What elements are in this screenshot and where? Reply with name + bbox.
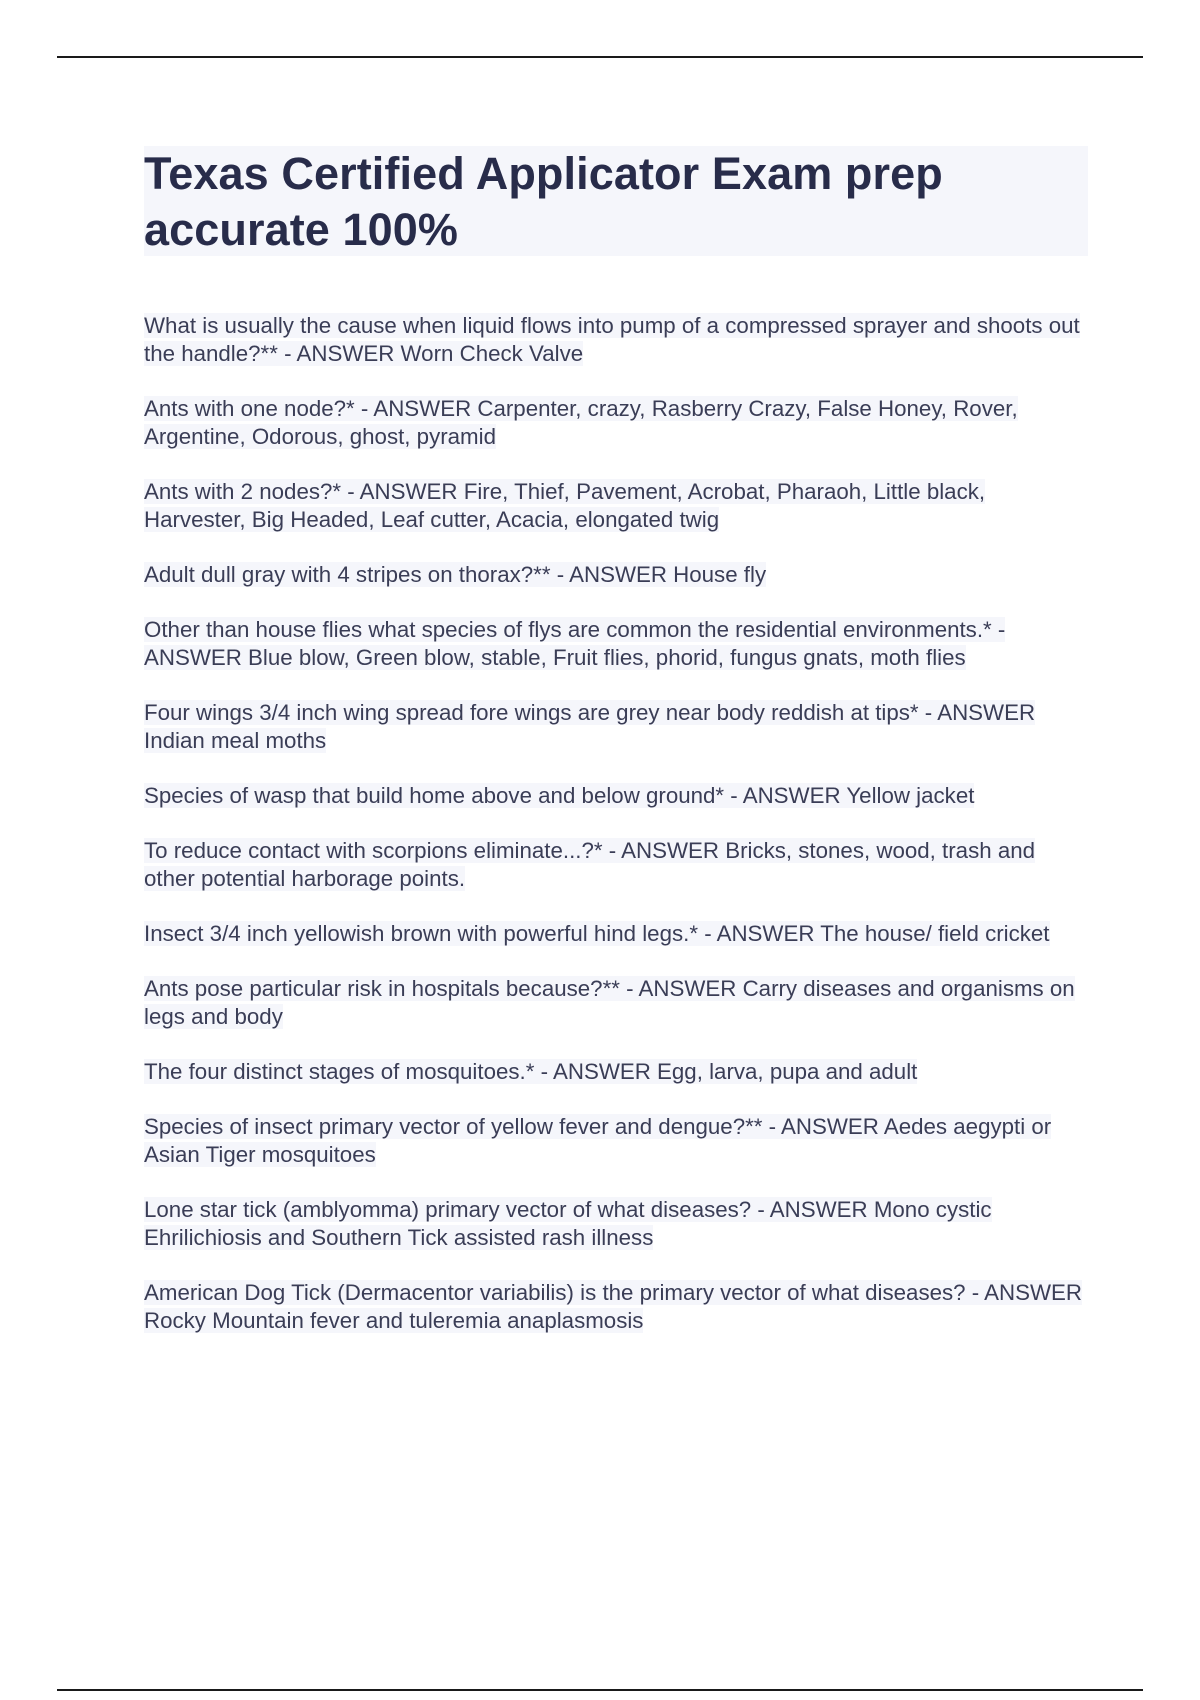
qa-list bbox=[144, 312, 1088, 1362]
document-title: Texas Certified Applicator Exam prep accurate 100% bbox=[144, 148, 943, 255]
qa-item-12 bbox=[144, 1113, 1088, 1169]
qa-text: Adult dull gray with 4 stripes on thorax?** - ANSWER House fly bbox=[144, 562, 767, 587]
qa-text: Ants with 2 nodes?* - ANSWER Fire, Thief, Pavement, Acrobat, Pharaoh, Little black, Harvester, Big Headed, Leaf cutter, Acacia, elongated twig bbox=[144, 479, 986, 532]
qa-item-7 bbox=[144, 782, 1088, 810]
footer-rule bbox=[57, 1689, 1143, 1691]
qa-text: Four wings 3/4 inch wing spread fore wings are grey near body reddish at tips* - ANSWER Indian meal moths bbox=[144, 700, 1036, 753]
qa-item-6 bbox=[144, 699, 1088, 755]
qa-text: Species of wasp that build home above and below ground* - ANSWER Yellow jacket bbox=[144, 783, 975, 808]
qa-item-9 bbox=[144, 920, 1088, 948]
qa-item-11 bbox=[144, 1058, 1088, 1086]
qa-text: American Dog Tick (Dermacentor variabilis) is the primary vector of what diseases? - ANSWER Rocky Mountain fever and tuleremia anaplasmosis bbox=[144, 1280, 1083, 1333]
qa-item-10 bbox=[144, 975, 1088, 1031]
title-block bbox=[144, 146, 1088, 256]
qa-text: Insect 3/4 inch yellowish brown with powerful hind legs.* - ANSWER The house/ field cricket bbox=[144, 921, 1050, 946]
qa-text: The four distinct stages of mosquitoes.* - ANSWER Egg, larva, pupa and adult bbox=[144, 1059, 918, 1084]
qa-item-4 bbox=[144, 561, 1088, 589]
qa-item-5 bbox=[144, 616, 1088, 672]
qa-text: Species of insect primary vector of yellow fever and dengue?** - ANSWER Aedes aegypti or Asian Tiger mosquitoes bbox=[144, 1114, 1052, 1167]
qa-text: Ants pose particular risk in hospitals because?** - ANSWER Carry diseases and organisms on legs and body bbox=[144, 976, 1075, 1029]
qa-item-14 bbox=[144, 1279, 1088, 1335]
qa-item-8 bbox=[144, 837, 1088, 893]
qa-item-2 bbox=[144, 395, 1088, 451]
qa-text: To reduce contact with scorpions eliminate...?* - ANSWER Bricks, stones, wood, trash and other potential harborage points. bbox=[144, 838, 1036, 891]
qa-item-1 bbox=[144, 312, 1088, 368]
qa-item-13 bbox=[144, 1196, 1088, 1252]
qa-item-3 bbox=[144, 478, 1088, 534]
header-rule bbox=[57, 56, 1143, 58]
qa-text: Other than house flies what species of flys are common the residential environments.* - ANSWER Blue blow, Green blow, stable, Fruit flies, phorid, fungus gnats, moth flies bbox=[144, 617, 1006, 670]
qa-text: Ants with one node?* - ANSWER Carpenter, crazy, Rasberry Crazy, False Honey, Rover, Argentine, Odorous, ghost, pyramid bbox=[144, 396, 1018, 449]
qa-text: Lone star tick (amblyomma) primary vector of what diseases? - ANSWER Mono cystic Ehrilichiosis and Southern Tick assisted rash illness bbox=[144, 1197, 992, 1250]
qa-text: What is usually the cause when liquid flows into pump of a compressed sprayer and shoots out the handle?** - ANSWER Worn Check Valve bbox=[144, 313, 1080, 366]
